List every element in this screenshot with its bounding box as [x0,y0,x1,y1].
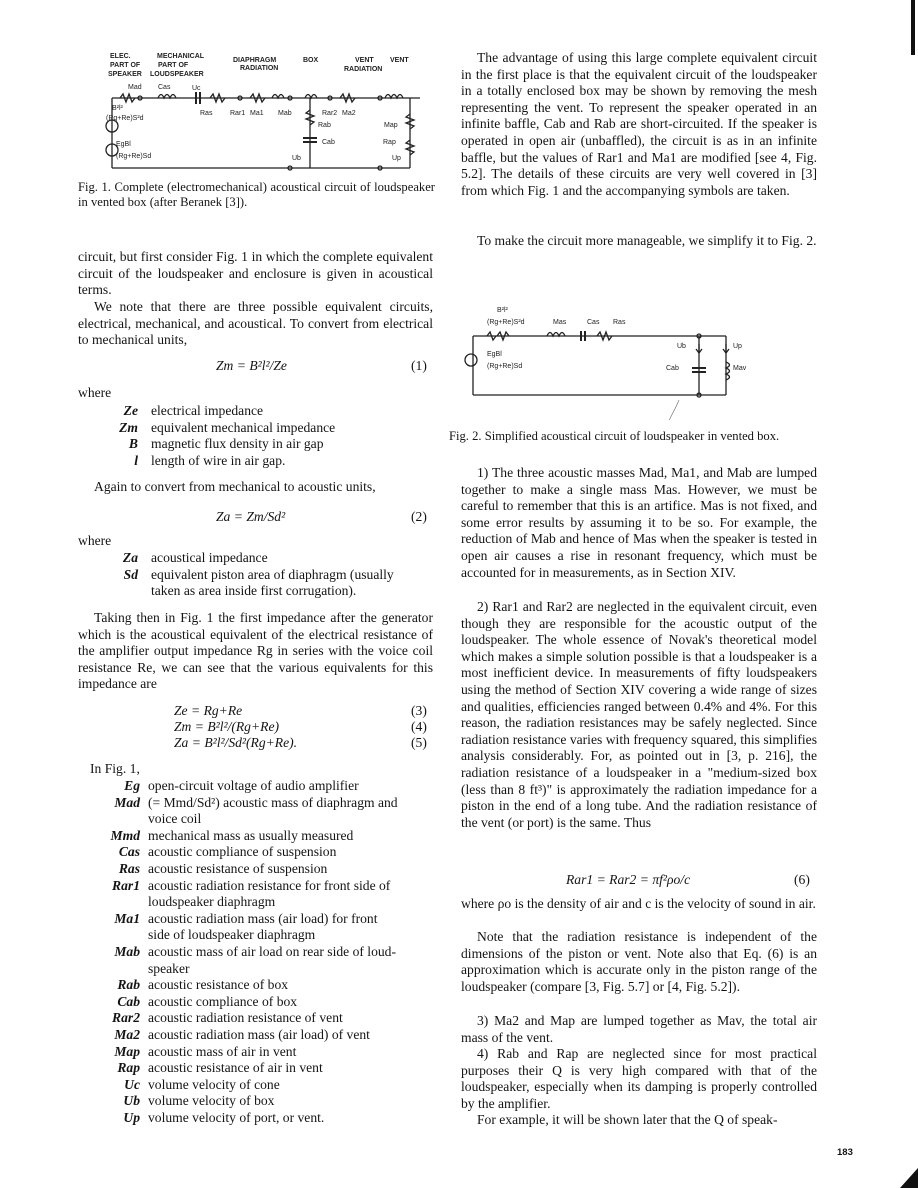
definition: acoustic radiation mass (air load) of vent [148,1026,370,1042]
equation-2-number: (2) [411,509,427,524]
equation-2: Za = Zm/Sd² [216,509,286,524]
equation-4-number: (4) [411,719,427,734]
fig1-label: Map [384,122,398,129]
fig2-label: (Rg+Re)Sd [487,363,523,370]
definition: acoustic resistance of suspension [148,860,328,876]
symbol: Map [114,1043,140,1059]
fig1-label: (Rg+Re)S²d [106,115,144,122]
fig2-label: EgBl [487,351,502,358]
equation-4: Zm = B²l²/(Rg+Re) [174,719,280,734]
symbol: Ub [123,1093,140,1109]
paragraph: The advantage of using this large complete equivalent circuit in the first place is that the equivalent circuit of the loudspeaker in a totally enclosed box may be shown by removing the mesh representing the vent. To represent the speaker operated in an infinite baffle, Cab and Rab are short-circuited. If the speaker is operated in open air (unbaffled), the circuit is as in an infinite baffle, but the values of Rar1 and Ma1 are modified [see 4, Fig. 5.2]. The details of these circuits are very well covered in [3] from which Fig. 1 and the accompanying symbols are taken. [461,50,817,198]
where-label: where [78,385,112,400]
equation-1-number: (1) [411,358,427,373]
symbol: Uc [124,1076,140,1092]
definition-row [78,567,433,584]
fig1-label: Rab [318,122,331,129]
fig1-label: Ub [292,155,301,162]
definition: acoustic compliance of box [148,993,298,1009]
definition-row [78,1060,433,1077]
fig2-label: Up [733,343,742,350]
definition-row [78,795,433,812]
fig1-label: VENT [355,57,374,64]
definition-row [78,403,433,420]
definition-row [78,1044,433,1061]
definition: acoustic radiation resistance for front side of [148,877,391,893]
definition-row [78,583,433,600]
definition: acoustic compliance of suspension [148,844,337,860]
definition-row [78,844,433,861]
fig1-label: Mab [278,110,292,117]
fig1-label: Ma1 [250,110,264,117]
paragraph: 2) Rar1 and Rar2 are neglected in the equivalent circuit, even though they are responsible for the acoustic output of the loudspeaker. The whole essence of Novak's theoretical model which makes a simple solution possible is that a loudspeaker is a most inefficient device. In measurements of fifty loudspeakers using the method of Section XIV covering a wide range of sizes and qualities, efficiencies ranged between 0.4% and 4%. For this reason, the radiation resistances may be safely neglected. Since radiation resistance varies with frequency squared, this simplifies analysis considerably. For, as pointed out in [3, p. 216], the radiation resistance of a loudspeaker in a "medium-sized box (less than 8 ft³)" is approximately the radiation impedance for a piston in the end of a long tube. And the radiation resistance of the vent (or port) is the same. Thus [461,599,817,830]
definition: taken as area inside first corrugation). [151,583,357,599]
symbol: Ze [123,403,138,418]
definition: electrical impedance [151,403,264,418]
paragraph: Note that the radiation resistance is independent of the dimensions of the piston or vent. Note also that Eq. (6) is an approximation which is accurate only in the piston range of the loudspeaker (compare [3, Fig. 5.7] or [4, Fig. 5.2]). [461,929,817,994]
fig1-label: LOUDSPEAKER [150,71,204,78]
equation-1: Zm = B²l²/Ze [216,358,287,373]
definition-row [78,927,433,944]
page-corner-mark [900,1168,918,1188]
symbol: Mmd [110,827,140,843]
symbol: Sd [123,566,138,582]
in-fig-label: In Fig. 1, [90,761,140,776]
definition: length of wire in air gap. [151,452,286,468]
paragraph: For example, it will be shown later that the Q of speak- [477,1112,778,1127]
symbol: Mad [114,794,140,810]
fig1-label: Ma2 [342,110,356,117]
symbol: Mab [114,943,140,959]
definition-row [78,944,433,961]
symbol: l [134,452,138,468]
fig1-label: Cab [322,139,335,146]
fig1-label: PART OF [110,62,141,69]
definition-list-2 [78,550,433,600]
definition-row [78,1010,433,1027]
fig1-label: BOX [303,57,319,64]
definition: mechanical mass as usually measured [148,827,354,843]
symbol: Up [123,1109,140,1125]
equation-3-number: (3) [411,703,427,718]
definition: acoustic mass of air in vent [148,1043,297,1059]
definition-row [78,420,433,437]
fig1-label: EgBl [116,141,131,148]
symbol: Eg [124,778,140,793]
definition-row [78,861,433,878]
definition: acoustic radiation resistance of vent [148,1010,343,1026]
equation-5: Za = B²l²/Sd²(Rg+Re). [174,735,298,750]
fig1-label: ELEC. [110,53,131,60]
symbol: Rab [117,977,140,993]
equation-6-number: (6) [794,872,810,887]
fig1-label: Up [392,155,401,162]
fig2-label: Mav [733,365,747,372]
fig1-label: SPEAKER [108,71,142,78]
fig1-label: MECHANICAL [157,53,205,60]
definition-list-1 [78,403,433,469]
definition: (= Mmd/Sd²) acoustic mass of diaphragm and [148,794,398,810]
paragraph: where ρo is the density of air and c is the velocity of sound in air. [461,896,816,911]
definition-row [78,1077,433,1094]
definition-row [78,550,433,567]
definition: open-circuit voltage of audio amplifier [148,778,359,793]
definition-row [78,994,433,1011]
definition-row [78,1027,433,1044]
definition-row [78,811,433,828]
symbol: Cas [118,844,140,860]
definition: acoustic radiation mass (air load) for front [148,910,378,926]
symbol: Ma1 [114,910,140,926]
figure-1-circuit [100,48,440,178]
fig1-label: Rar2 [322,110,338,117]
definition-row [78,453,433,470]
symbol: Zm [119,419,138,435]
definition: loudspeaker diaphragm [148,894,276,910]
definition-row [78,828,433,845]
definition-row [78,436,433,453]
definition: equivalent piston area of diaphragm (usually [151,566,394,582]
definition-row [78,911,433,928]
definition-row [78,1110,433,1127]
symbol: Rar1 [112,877,140,893]
definition: volume velocity of port, or vent. [148,1109,325,1125]
fig1-label: Rap [383,139,396,146]
where-label: where [78,533,112,548]
symbol: Ma2 [114,1026,140,1042]
fig2-label: Ras [613,319,626,326]
symbol: Rap [117,1060,140,1076]
definition: voice coil [148,811,202,827]
definition: volume velocity of box [148,1093,275,1109]
definition: acoustical impedance [151,550,268,565]
equation-5-number: (5) [411,735,427,750]
fig1-label: Rar1 [230,110,246,117]
definition-row [78,1093,433,1110]
fig2-label: (Rg+Re)S²d [487,319,525,326]
symbol: B [128,436,138,452]
fig1-label: VENT [390,57,409,64]
paragraph: circuit, but first consider Fig. 1 in which the complete equivalent circuit of the loudspeaker and enclosure is given in acoustical terms. [78,249,433,298]
equation-6: Rar1 = Rar2 = πf²ρo/c [566,872,691,887]
equation-3: Ze = Rg+Re [174,703,243,718]
symbol: Cab [117,993,140,1009]
definition: acoustic mass of air load on rear side of loud- [148,943,397,959]
paragraph: Again to convert from mechanical to acoustic units, [94,479,376,494]
figure-2-circuit [461,300,817,420]
definition: volume velocity of cone [148,1076,280,1092]
fig1-label: PART OF [158,62,189,69]
fig1-label: RADIATION [344,66,383,73]
fig2-label: Mas [553,319,567,326]
paragraph: We note that there are three possible equivalent circuits, electrical, mechanical, and acoustical. To convert from electrical to mechanical units, [78,299,433,348]
fig1-label: Mad [128,84,142,91]
fig1-label: RADIATION [240,65,279,72]
figure-1 [100,48,440,178]
figure-2 [461,300,817,420]
paragraph: 1) The three acoustic masses Mad, Ma1, and Mab are lumped together to make a single mass Mas. However, we must be careful to remember that this is an artifice. Mas is not fixed, and some error results by assuming it to be so. For example, the reduction of Mab and hence of Mas when the speaker is tested in open air causes a rise in resonant frequency, which must be accounted for in measurements, as in Section XIV. [461,465,817,580]
definition: acoustic resistance of air in vent [148,1060,323,1076]
paragraph: 4) Rab and Rap are neglected since for most practical purposes their Q is very high compared with that of the loudspeaker, especially when its damping is properly controlled by the amplifier. [461,1046,817,1111]
page-number: 183 [837,1147,853,1158]
definition-list-3 [78,778,433,1126]
definition: speaker [148,960,190,976]
fig1-label: Cas [158,84,171,91]
figure-2-caption: Fig. 2. Simplified acoustical circuit of loudspeaker in vented box. [449,429,780,443]
paragraph: Taking then in Fig. 1 the first impedance after the generator which is the acoustical equivalent of the electrical resistance of the amplifier output impedance Rg in series with the voice coil resistance Re, we can see that the various equivalents for this impedance are [78,610,433,692]
fig2-label: Cas [587,319,600,326]
definition-row [78,894,433,911]
fig1-label: DIAPHRAGM [233,57,277,64]
fig1-label: Uc [192,85,201,92]
page-edge-bar [911,0,915,55]
fig1-label: Ras [200,110,213,117]
fig1-label: B²l² [112,105,123,112]
definition-row [78,961,433,978]
symbol: Rar2 [112,1010,140,1026]
definition-row [78,878,433,895]
definition: magnetic flux density in air gap [151,436,324,452]
fig2-label: Ub [677,343,686,350]
definition-row [78,778,433,795]
definition: acoustic resistance of box [148,977,289,993]
paragraph: 3) Ma2 and Map are lumped together as Mav, the total air mass of the vent. [461,1013,817,1045]
fig2-label: Cab [666,365,679,372]
definition: equivalent mechanical impedance [151,419,336,435]
symbol: Za [122,550,138,565]
figure-1-caption: Fig. 1. Complete (electromechanical) acoustical circuit of loudspeaker in vented box (after Beranek [3]). [78,180,435,209]
definition-row [78,977,433,994]
definition: side of loudspeaker diaphragm [148,927,316,943]
paragraph: To make the circuit more manageable, we simplify it to Fig. 2. [477,233,817,248]
symbol: Ras [118,860,140,876]
fig2-label: B²l² [497,307,508,314]
fig1-label: (Rg+Re)Sd [116,153,152,160]
